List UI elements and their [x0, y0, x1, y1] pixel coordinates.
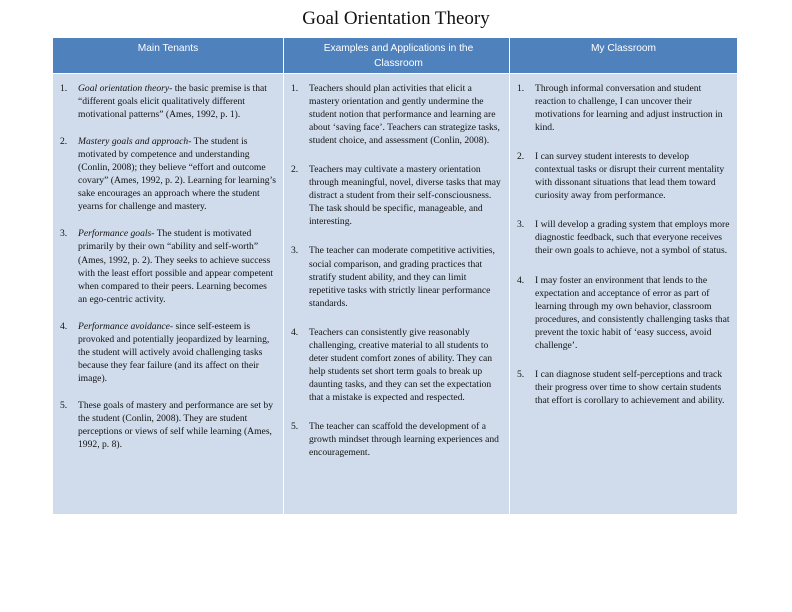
list-item: 5. The teacher can scaffold the development of a growth mindset through learning experiences and encouragement.	[291, 420, 499, 459]
header-examples-applications: Examples and Applications in the Classroom	[284, 38, 510, 73]
examples-list	[288, 82, 503, 459]
list-item: 2. I can survey student interests to develop contextual tasks or disrupt their current mentality with dissonant situations that lead them toward curiosity away from performance.	[517, 151, 725, 202]
list-item: 1. Goal orientation theory- the basic premise is that “different goals elicit qualitatively different motivational patterns” (Ames, 1992, p. 1).	[60, 83, 267, 121]
list-item: 4. I may foster an environment that lends to the expectation and acceptance of error as part of learning through my own behavior, classroom procedures, and consistently challenging tasks that prevent the toxic habit of ‘easy success, avoid challenge’.	[517, 274, 730, 351]
list-item: 3. I will develop a grading system that employs more diagnostic feedback, such that everyone receives their own goals to achieve, not a symbol of status.	[517, 219, 730, 257]
list-item: 5. I can diagnose student self-perceptions and track their progress over time to show certain students that effort is corollary to achievement and ability.	[517, 368, 725, 406]
main-tenants-list	[57, 82, 277, 451]
list-item: 1. Teachers should plan activities that elicit a mastery orientation and gently undermine the student notion that performance and learning are about ‘saving face’. Teachers can strategize tasks, student choice, and assessment (Conlin, 2008).	[291, 83, 500, 147]
list-item: 3. Performance goals- The student is motivated primarily by their own “ability and self-worth” (Ames, 1992, p. 2). They seeks to achieve success with the least effort possible and appear competent when compared to their peers. Learning becomes an ego-centric activity.	[60, 228, 274, 305]
main-tenants-cell	[53, 73, 284, 514]
my-classroom-cell	[510, 73, 738, 514]
list-item: 3. The teacher can moderate competitive activities, social comparison, and grading practices that stratify student ability, and they can limit repetitive tasks with strictly linear performance standards.	[291, 245, 495, 309]
header-main-tenants: Main Tenants	[53, 38, 284, 73]
list-item: 1. Through informal conversation and student reaction to challenge, I can uncover their motivations for learning and adjust instruction in kind.	[517, 83, 723, 134]
header-my-classroom: My Classroom	[510, 38, 738, 73]
list-item: 2. Teachers may cultivate a mastery orientation through meaningful, novel, diverse tasks that may distract a student from their self-consciousness. The task should be specific, manageable, and interesting.	[291, 164, 501, 228]
list-item: 4. Teachers can consistently give reasonably challenging, creative material to all students to deter student comfort zones of ability. They can help students set short term goals to break up daunting tasks, and they can set the expectation that a mistake is expected and respected.	[291, 326, 493, 403]
theory-table	[53, 38, 738, 514]
examples-cell	[284, 73, 510, 514]
list-item: 5. These goals of mastery and performance are set by the student (Conlin, 2008). They are student perceptions or views of self while learning (Ames, 1992, p. 8).	[60, 399, 273, 451]
list-item: 4. Performance avoidance- since self-esteem is provoked and potentially jeopardized by learning, the student will actively avoid challenging tasks because they fear failure (and its affect on their image).	[60, 320, 270, 384]
list-item: 2. Mastery goals and approach- The student is motivated by competence and understanding (Conlin, 2008); they believe “effort and outcome covary” (Ames, 1992, p. 2). Learning for learning’s sake encourages an approach where the student yearns for challenge and mastery.	[60, 136, 276, 213]
my-classroom-list	[514, 82, 731, 407]
document-title: Goal Orientation Theory	[302, 8, 490, 29]
